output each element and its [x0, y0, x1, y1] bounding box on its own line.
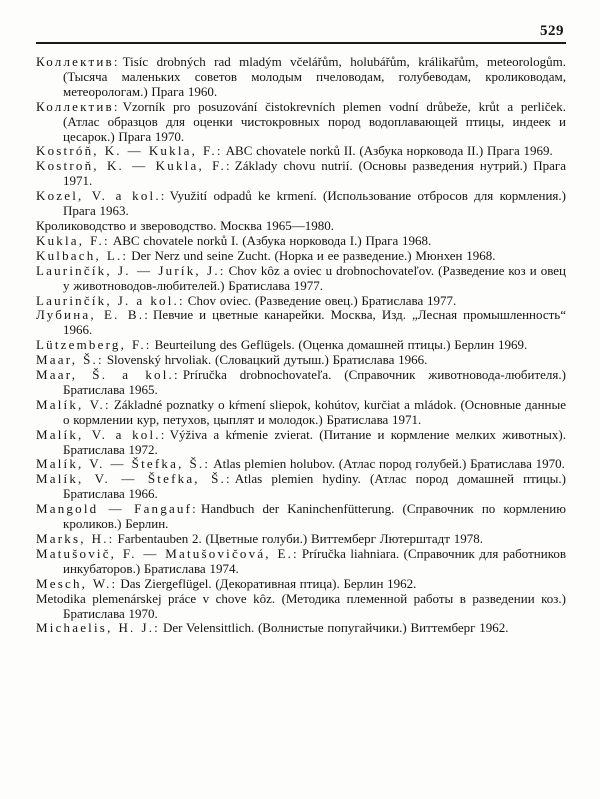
- entry-text: Chov oviec. (Разведение овец.) Братислава 1977.: [187, 292, 457, 308]
- bibliography-entry: [36, 472, 566, 502]
- entry-text: Handbuch der Kaninchenfütterung. (Справочник по кормлению кроликов.) Берлин.: [63, 501, 566, 532]
- bibliography-entry: [36, 308, 566, 338]
- entry-text: Základné poznatky o kŕmení sliepok, kohútov, kurčiat a mládok. (Основные данные о кормлении кур, петухов, цыплят и молодок.) Братислава 1971.: [63, 396, 566, 427]
- entry-text: Farbentauben 2. (Цветные голуби.) Виттемберг Лютерштадт 1978.: [117, 531, 483, 546]
- page-number: 529: [540, 23, 564, 39]
- entry-author: Kostroň, K. — Kukla, F.:: [36, 158, 232, 174]
- bibliography-entry: [36, 428, 566, 458]
- entry-author: Malík, V. a kol.:: [36, 426, 167, 442]
- entry-text: Metodika plemenárskej práce v chove kôz. (Методика племенной работы в разведении коз.) Братислава 1970.: [36, 590, 566, 621]
- entry-text: Slovenský hrvoliak. (Словацкий дутыш.) Братислава 1966.: [106, 352, 428, 368]
- bibliography-entry: [36, 621, 566, 636]
- entry-author: Michaelis, H. J.:: [36, 620, 160, 636]
- entry-author: Malík, V.:: [36, 396, 111, 412]
- entry-author: Коллектив:: [36, 98, 120, 114]
- entry-author: Коллектив:: [36, 54, 120, 69]
- entry-text: Beurteilung des Geflügels. (Оценка домашней птицы.) Берлин 1969.: [154, 337, 528, 353]
- bibliography-entry: [36, 264, 566, 294]
- bibliography-entry: [36, 547, 566, 577]
- bibliography-entry: [36, 234, 566, 249]
- entry-text: Der Nerz und seine Zucht. (Норка и ее разведение.) Мюнхен 1968.: [131, 247, 496, 263]
- entry-text: Певчие и цветные канарейки. Москва, Изд. „Лесная промышленность“ 1966.: [63, 307, 566, 338]
- entry-author: Matušovič, F. — Matušovičová, E.:: [36, 545, 299, 561]
- entry-text: Príručka drobnochovateľa. (Справочник животновода-любителя.) Братислава 1965.: [63, 367, 566, 397]
- bibliography-entry: [36, 353, 566, 368]
- entry-text: Príručka liahniara. (Справочник для работников инкубаторов.) Братислава 1974.: [63, 545, 566, 576]
- entry-author: Laurinčík, J. a kol.:: [36, 292, 185, 308]
- entry-author: Marks, H.:: [36, 531, 115, 546]
- bibliography-entry: [36, 532, 566, 547]
- bibliography-list: [36, 55, 566, 636]
- bibliography-entry: [36, 100, 566, 145]
- bibliography-entry: [36, 338, 566, 353]
- bibliography-entry: [36, 398, 566, 428]
- entry-author: Malík, V. — Štefka, Š.:: [36, 471, 232, 487]
- entry-text: Využití odpadů ke krmení. (Использование отбросов для кормления.) Прага 1963.: [63, 188, 566, 219]
- entry-author: Mesch, W.:: [36, 575, 118, 591]
- entry-text: Das Ziergeflügel. (Декоративная птица). Берлин 1962.: [120, 575, 417, 591]
- entry-author: Laurinčík, J. — Jurík, J.:: [36, 262, 226, 278]
- bibliography-entry: [36, 502, 566, 532]
- bibliography-entry: [36, 592, 566, 622]
- entry-text: Základy chovu nutrií. (Основы разведения нутрий.) Прага 1971.: [63, 158, 566, 189]
- entry-text: Der Velensittlich. (Волнистые попугайчики.) Виттемберг 1962.: [162, 620, 509, 636]
- entry-text: Atlas plemien holubov. (Атлас пород голубей.) Братислава 1970.: [213, 456, 565, 472]
- entry-text: ABC chovatele norků I. (Азбука норковода I.) Прага 1968.: [112, 232, 432, 248]
- entry-author: Maar, Š. a kol.:: [36, 367, 180, 383]
- bibliography-entry: [36, 368, 566, 398]
- entry-text: Tisíc drobných rad mladým včelářům, holubářům, králikařům, meteorologům. (Тысяча маленьких советов молодым пчеловодам, голубеводам, кролиководам, метеорологам.) Прага 1960.: [63, 54, 566, 99]
- bibliography-entry: [36, 144, 566, 159]
- entry-author: Malík, V. — Štefka, Š.:: [36, 456, 211, 472]
- entry-text: ABC chovatele norků II. (Азбука норковода II.) Прага 1969.: [225, 143, 553, 159]
- bibliography-entry: [36, 159, 566, 189]
- header-rule: [36, 42, 566, 44]
- entry-author: Лубина, Е. В.:: [36, 307, 151, 323]
- bibliography-entry: [36, 219, 566, 234]
- bibliography-entry: [36, 577, 566, 592]
- bibliography-entry: [36, 189, 566, 219]
- entry-author: Maar, Š.:: [36, 352, 104, 368]
- bibliography-entry: [36, 55, 566, 100]
- entry-text: Atlas plemien hydiny. (Атлас пород домашней птицы.) Братислава 1966.: [63, 471, 566, 502]
- bibliography-entry: [36, 249, 566, 264]
- entry-author: Mangold — Fangauf:: [36, 501, 198, 517]
- entry-text: Кролиководство и звероводство. Москва 1965—1980.: [36, 217, 334, 233]
- bibliography-entry: [36, 457, 566, 472]
- entry-text: Chov kôz a oviec u drobnochovateľov. (Разведение коз и овец у животноводов-любителей.) Братислава 1977.: [63, 262, 567, 293]
- entry-author: Kukla, F.:: [36, 232, 110, 248]
- entry-author: Lützemberg, F.:: [36, 337, 152, 353]
- bibliography-entry: [36, 294, 566, 309]
- entry-author: Kulbach, L.:: [36, 247, 129, 263]
- entry-author: Kostróň, K. — Kukla, F.:: [36, 143, 223, 159]
- entry-text: Vzorník pro posuzování čistokrevních plemen vodní drůbeže, krůt a perliček. (Атлас образцов для оценки чистокровных пород водоплавающей птицы, индеек и цесарок.) Прага 1970.: [63, 98, 566, 144]
- page-header: [36, 22, 566, 44]
- entry-author: Kozel, V. a kol.:: [36, 188, 167, 204]
- entry-text: Výživa a kŕmenie zvierat. (Питание и кормление мелких животных). Братислава 1972.: [63, 426, 566, 457]
